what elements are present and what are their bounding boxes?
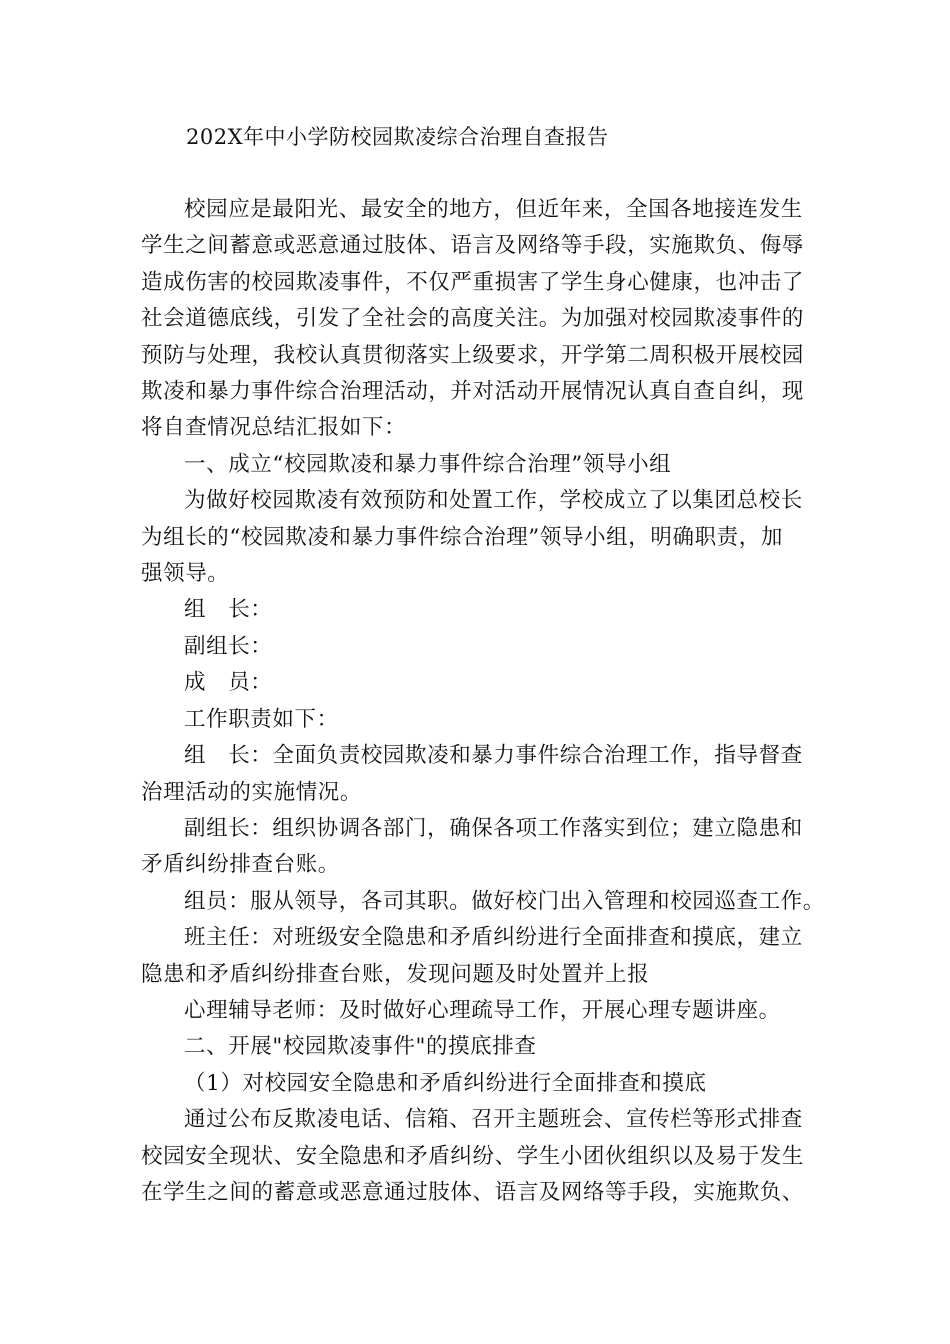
body-line: 隐患和矛盾纠纷排查台账，发现问题及时处置并上报 (141, 961, 650, 987)
body-line: 组 长：全面负责校园欺凌和暴力事件综合治理工作，指导督查 (184, 743, 803, 769)
body-line: 二、开展"校园欺凌事件"的摸底排查 (184, 1034, 537, 1060)
body-line: 一、成立“校园欺凌和暴力事件综合治理”领导小组 (184, 451, 672, 477)
body-line: 心理辅导老师：及时做好心理疏导工作，开展心理专题讲座。 (184, 997, 781, 1023)
body-line: 成 员： (184, 670, 273, 696)
body-line: 副组长：组织协调各部门，确保各项工作落实到位；建立隐患和 (184, 815, 803, 841)
body-line: 社会道德底线，引发了全社会的高度关注。为加强对校园欺凌事件的 (141, 306, 805, 332)
body-line: 欺凌和暴力事件综合治理活动，并对活动开展情况认真自查自纠，现 (141, 379, 805, 405)
document-title: 202X年中小学防校园欺凌综合治理自查报告 (186, 125, 609, 149)
body-line: 为做好校园欺凌有效预防和处置工作，学校成立了以集团总校长 (184, 488, 803, 514)
body-line: 矛盾纠纷排查台账。 (141, 852, 340, 878)
body-line: 预防与处理，我校认真贯彻落实上级要求，开学第二周积极开展校园 (141, 342, 805, 368)
body-line: 组 长： (184, 597, 273, 623)
document-body (141, 192, 825, 1211)
body-line: 学生之间蓄意或恶意通过肢体、语言及网络等手段，实施欺负、侮辱 (141, 233, 805, 259)
body-line: 将自查情况总结汇报如下： (141, 415, 407, 441)
body-line: 造成伤害的校园欺凌事件，不仅严重损害了学生身心健康，也冲击了 (141, 269, 805, 295)
body-line: （1）对校园安全隐患和矛盾纠纷进行全面排查和摸底 (184, 1070, 707, 1096)
body-line: 治理活动的实施情况。 (141, 779, 363, 805)
body-line: 组员：服从领导，各司其职。做好校门出入管理和校园巡查工作。 (184, 888, 825, 914)
body-line: 为组长的“校园欺凌和暴力事件综合治理”领导小组，明确职责，加 (141, 524, 783, 550)
body-line: 在学生之间的蓄意或恶意通过肢体、语言及网络等手段，实施欺负、 (141, 1179, 805, 1205)
body-line: 强领导。 (141, 561, 230, 587)
body-line: 通过公布反欺凌电话、信箱、召开主题班会、宣传栏等形式排查 (184, 1107, 803, 1133)
body-line: 工作职责如下： (184, 706, 339, 732)
body-line: 班主任：对班级安全隐患和矛盾纠纷进行全面排查和摸底，建立 (184, 925, 803, 951)
body-line: 副组长： (184, 633, 273, 659)
body-line: 校园安全现状、安全隐患和矛盾纠纷、学生小团伙组织以及易于发生 (141, 1143, 805, 1169)
body-line: 校园应是最阳光、最安全的地方，但近年来，全国各地接连发生 (184, 197, 803, 222)
